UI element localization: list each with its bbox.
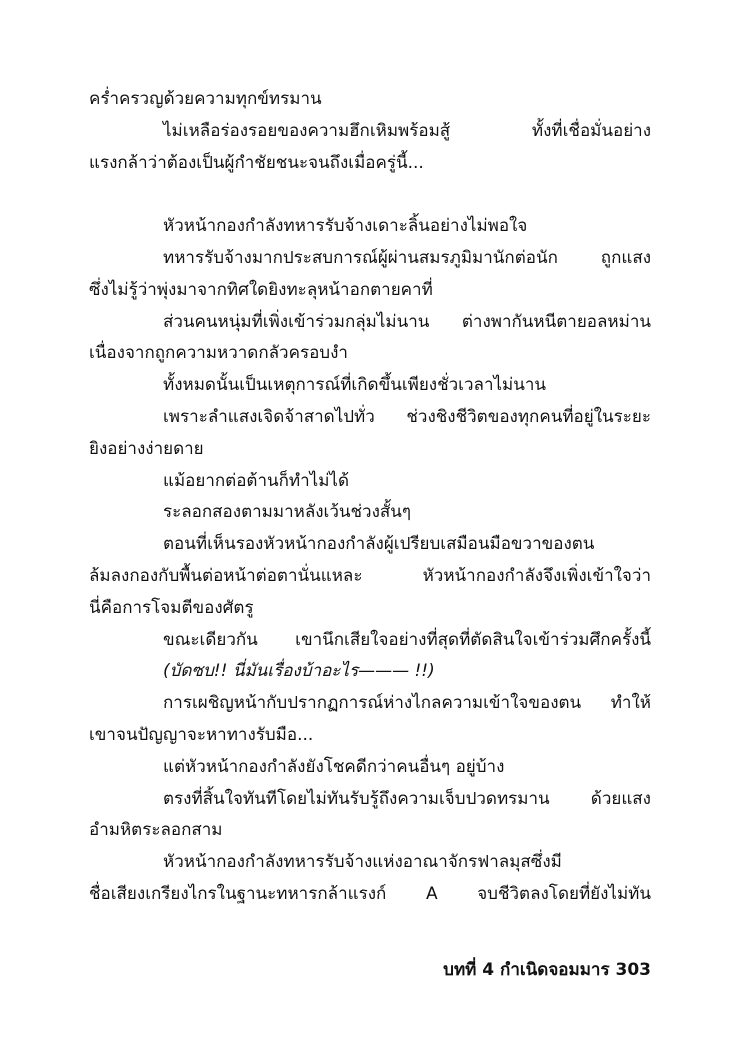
text-line: ซึ่งไม่รู้ว่าพุ่งมาจากทิศใดยิงทะลุหน้าอกตายคาที่ [89,279,433,300]
body-text [89,84,651,911]
text-line: อำมหิตระลอกสาม [89,820,223,841]
text-line: แม้อยากต่อต้านก็ทำไม่ได้ [163,470,350,491]
text-line: นี่คือการโจมตีของศัตรู [89,597,254,618]
text-line: หัวหน้ากองกำลังทหารรับจ้างแห่งอาณาจักรฟาลมุสซึ่งมี [163,852,562,873]
text-line: เพราะลำแสงเจิดจ้าสาดไปทั่ว ช่วงชิงชีวิตของทุกคนที่อยู่ในระยะ [163,406,651,427]
text-line: ตอนที่เห็นรองหัวหน้ากองกำลังผู้เปรียบเสมือนมือขวาของตน [163,534,595,555]
text-line: ชื่อเสียงเกรียงไกรในฐานะทหารกล้าแรงก์ A จบชีวิตลงโดยที่ยังไม่ทัน [89,883,651,904]
text-line: เนื่องจากถูกความหวาดกลัวครอบงำ [89,343,348,364]
text-line: หัวหน้ากองกำลังทหารรับจ้างเดาะลิ้นอย่างไม่พอใจ [163,216,528,237]
page-footer: บทที่ 4 กำเนิดจอมมาร 303 [443,960,651,980]
blank-line [89,179,651,211]
text-line: ล้มลงกองกับพื้นต่อหน้าต่อตานั่นแหละ หัวหน้ากองกำลังจึงเพิ่งเข้าใจว่า [89,565,651,586]
text-line-italic: (บัดซบ!! นี่มันเรื่องบ้าอะไร——— !!) [163,661,435,682]
text-line: ขณะเดียวกัน เขานึกเสียใจอย่างที่สุดที่ตัดสินใจเข้าร่วมศึกครั้งนี้ [163,629,651,650]
text-line: ส่วนคนหนุ่มที่เพิ่งเข้าร่วมกลุ่มไม่นาน ต่างพากันหนีตายอลหม่าน [163,311,651,332]
text-line: ตรงที่สิ้นใจทันทีโดยไม่ทันรับรู้ถึงความเจ็บปวดทรมาน ด้วยแสง [163,788,651,809]
text-line: เขาจนปัญญาจะหาทางรับมือ... [89,724,314,745]
text-line: ไม่เหลือร่องรอยของความฮึกเหิมพร้อมสู้ ทั้งที่เชื่อมั่นอย่าง [163,120,651,141]
text-line: ยิงอย่างง่ายดาย [89,438,204,459]
text-line: ระลอกสองตามมาหลังเว้นช่วงสั้นๆ [163,502,412,523]
text-line: ทหารรับจ้างมากประสบการณ์ผู้ผ่านสมรภูมิมานักต่อนัก ถูกแสง [163,247,651,268]
text-line: แต่หัวหน้ากองกำลังยังโชคดีกว่าคนอื่นๆ อยู่บ้าง [163,756,505,777]
text-line: แรงกล้าว่าต้องเป็นผู้กำชัยชนะจนถึงเมื่อครู่นี้... [89,152,424,173]
text-line: การเผชิญหน้ากับปรากฏการณ์ห่างไกลความเข้าใจของตน ทำให้ [163,693,651,714]
text-line: ทั้งหมดนั้นเป็นเหตุการณ์ที่เกิดขึ้นเพียงชั่วเวลาไม่นาน [163,375,547,396]
text-line: คร่ำครวญด้วยความทุกข์ทรมาน [89,89,322,109]
